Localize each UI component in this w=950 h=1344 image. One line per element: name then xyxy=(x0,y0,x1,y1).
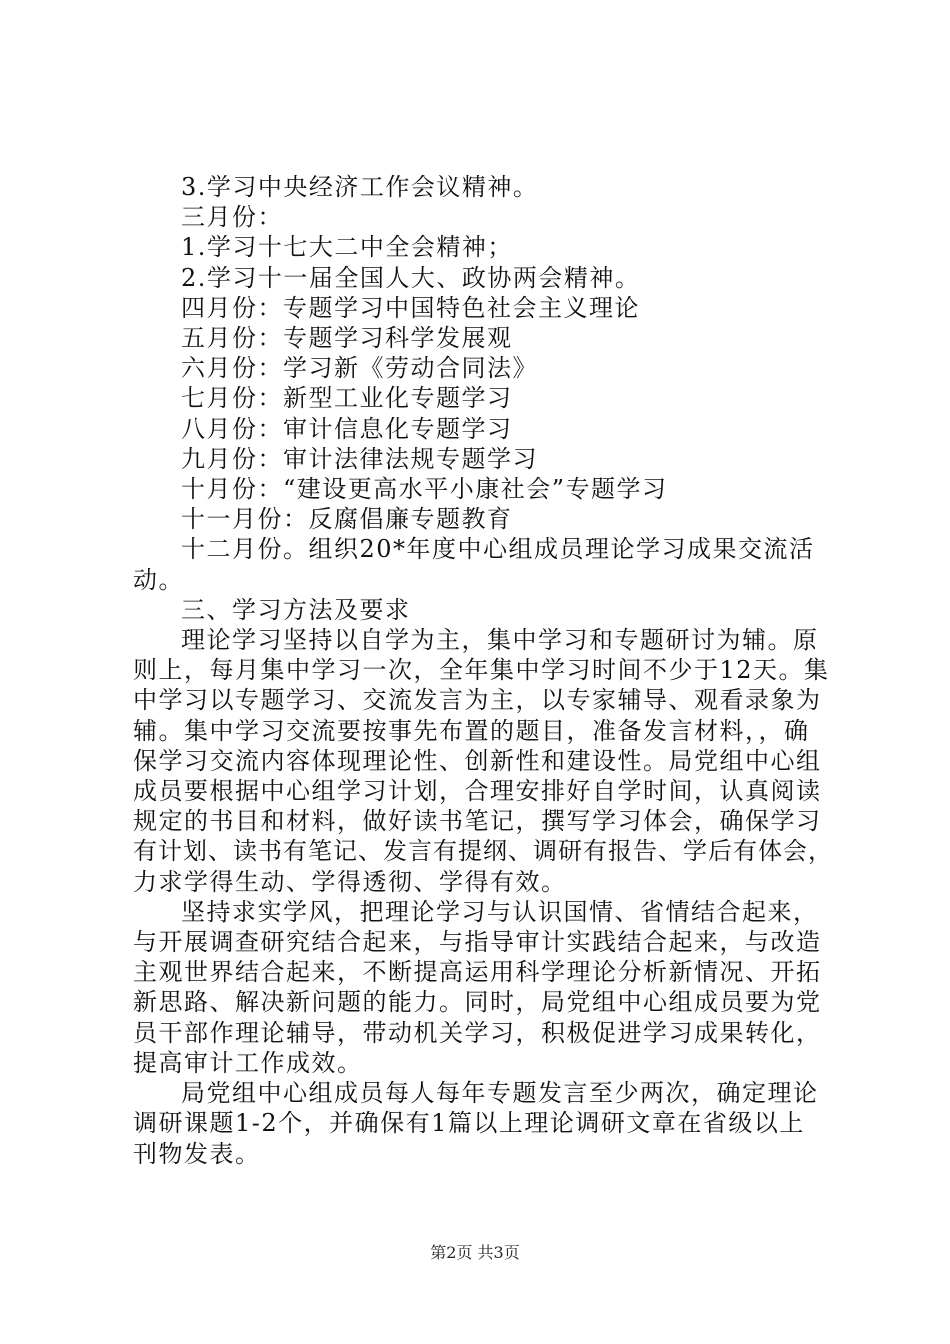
text-line: 理论学习坚持以自学为主，集中学习和专题研讨为辅。原 xyxy=(181,626,819,655)
text-line: 则上，每月集中学习一次，全年集中学习时间不少于12天。集 xyxy=(133,656,830,685)
text-line: 主观世界结合起来，不断提高运用科学理论分析新情况、开拓 xyxy=(133,958,822,987)
text-line: 十月份：“建设更高水平小康社会”专题学习 xyxy=(181,475,668,504)
document-body xyxy=(133,172,833,1169)
text-line: 员干部作理论辅导，带动机关学习，积极促进学习成果转化， xyxy=(133,1018,822,1047)
text-line: 三月份： xyxy=(181,203,283,232)
text-line: 九月份：审计法律法规专题学习 xyxy=(181,444,538,473)
text-line: 2.学习十一届全国人大、政协两会精神。 xyxy=(181,263,641,292)
text-line: 提高审计工作成效。 xyxy=(133,1048,363,1077)
text-line: 十一月份：反腐倡廉专题教育 xyxy=(181,505,513,534)
text-line: 十二月份。组织20*年度中心组成员理论学习成果交流活 xyxy=(181,535,815,564)
text-line: 新思路、解决新问题的能力。同时，局党组中心组成员要为党 xyxy=(133,988,822,1017)
text-line: 有计划、读书有笔记、发言有提纲、调研有报告、学后有体会， xyxy=(133,837,833,866)
text-line: 七月份：新型工业化专题学习 xyxy=(181,384,513,413)
text-line: 八月份：审计信息化专题学习 xyxy=(181,414,513,443)
text-line: 局党组中心组成员每人每年专题发言至少两次，确定理论 xyxy=(181,1079,819,1108)
text-line: 与开展调查研究结合起来，与指导审计实践结合起来，与改造 xyxy=(133,928,822,957)
text-line: 调研课题1-2个，并确保有1篇以上理论调研文章在省级以上 xyxy=(133,1109,805,1138)
text-line: 力求学得生动、学得透彻、学得有效。 xyxy=(133,867,567,896)
text-line: 坚持求实学风，把理论学习与认识国情、省情结合起来， xyxy=(181,897,819,926)
text-line: 规定的书目和材料，做好读书笔记，撰写学习体会，确保学习 xyxy=(133,807,822,836)
text-line: 辅。集中学习交流要按事先布置的题目，准备发言材料，，确 xyxy=(133,716,810,745)
section-heading: 三、学习方法及要求 xyxy=(181,595,411,624)
text-line: 保学习交流内容体现理论性、创新性和建设性。局党组中心组 xyxy=(133,746,822,775)
text-line: 五月份：专题学习科学发展观 xyxy=(181,324,513,353)
page-footer: 第2页 共3页 xyxy=(430,1243,520,1262)
text-line: 刊物发表。 xyxy=(133,1139,261,1168)
text-line: 四月份：专题学习中国特色社会主义理论 xyxy=(181,293,640,322)
text-line: 六月份：学习新《劳动合同法》 xyxy=(181,354,538,383)
text-line: 动。 xyxy=(133,565,184,594)
text-line: 1.学习十七大二中全会精神； xyxy=(181,233,513,262)
text-line: 中学习以专题学习、交流发言为主，以专家辅导、观看录象为 xyxy=(133,686,822,715)
text-line: 3.学习中央经济工作会议精神。 xyxy=(181,173,539,201)
text-line: 成员要根据中心组学习计划，合理安排好自学时间，认真阅读 xyxy=(133,777,822,806)
